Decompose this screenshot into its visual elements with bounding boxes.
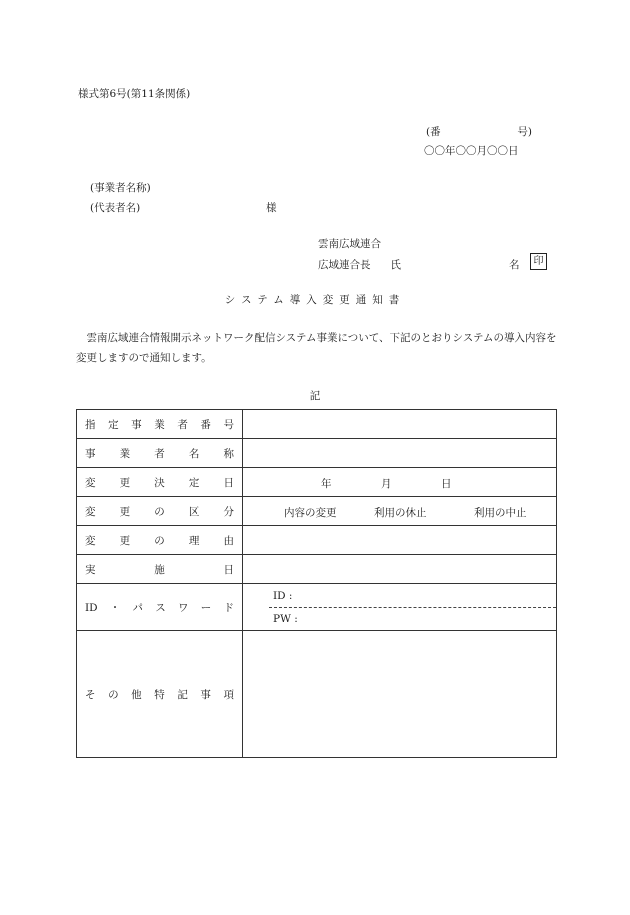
ki-label: 記 xyxy=(309,390,321,402)
table-row xyxy=(77,631,557,758)
form-number: 様式第6号(第11条関係) xyxy=(78,88,191,100)
sender-title-line xyxy=(318,257,401,272)
table-row xyxy=(77,410,557,439)
table-row xyxy=(77,526,557,555)
change-type-field xyxy=(243,497,557,526)
id-password-field xyxy=(243,584,557,631)
sender-mei: 名 xyxy=(509,259,520,271)
sender-shi: 氏 xyxy=(390,259,401,271)
sender-title: 広域連合長 xyxy=(318,259,371,271)
seal-box: 印 xyxy=(530,253,547,270)
sender-organization: 雲南広域連合 xyxy=(318,238,381,250)
row-label-implementation-date: 実施日 xyxy=(85,563,234,576)
representative-label: (代表者名) xyxy=(90,202,141,214)
document-title: システム導入変更通知書 xyxy=(224,294,406,306)
table-row xyxy=(77,439,557,468)
dashed-divider xyxy=(269,607,556,608)
row-label-change-date: 変更決定日 xyxy=(85,476,234,489)
business-name-label: (事業者名称) xyxy=(90,182,151,194)
option-content-change[interactable]: 内容の変更 xyxy=(284,507,337,519)
change-reason-field[interactable] xyxy=(243,526,557,555)
row-label-other-notes: その他特記事項 xyxy=(85,688,234,701)
row-label-business-name: 事業者名称 xyxy=(85,447,234,460)
business-name-field[interactable] xyxy=(243,439,557,468)
pw-label: PW : xyxy=(273,613,298,625)
row-label-change-reason: 変更の理由 xyxy=(85,534,234,547)
row-label-id-password: ID・パスワード xyxy=(85,601,234,614)
table-row xyxy=(77,555,557,584)
year-unit: 年 xyxy=(321,478,332,490)
day-unit: 日 xyxy=(441,478,452,490)
issue-date: 〇〇年〇〇月〇〇日 xyxy=(424,145,519,157)
honorific: 様 xyxy=(266,202,277,214)
table-row xyxy=(77,497,557,526)
option-discontinue[interactable]: 利用の中止 xyxy=(474,507,527,519)
row-label-change-type: 変更の区分 xyxy=(85,505,234,518)
number-label-left: (番 xyxy=(426,126,441,138)
designated-number-field[interactable] xyxy=(243,410,557,439)
id-label: ID : xyxy=(273,590,293,602)
row-label-designated-number: 指定事業者番号 xyxy=(85,418,234,431)
month-unit: 月 xyxy=(381,478,392,490)
other-notes-field[interactable] xyxy=(243,631,557,758)
table-row xyxy=(77,468,557,497)
details-table xyxy=(76,409,557,758)
number-label-right: 号) xyxy=(517,126,532,138)
body-text: 雲南広域連合情報開示ネットワーク配信システム事業について、下記のとおりシステムの導入内容を変更しますので通知します。 xyxy=(76,332,557,364)
change-date-field[interactable] xyxy=(243,468,557,497)
implementation-date-field[interactable] xyxy=(243,555,557,584)
table-row xyxy=(77,584,557,631)
option-suspend[interactable]: 利用の休止 xyxy=(374,507,427,519)
